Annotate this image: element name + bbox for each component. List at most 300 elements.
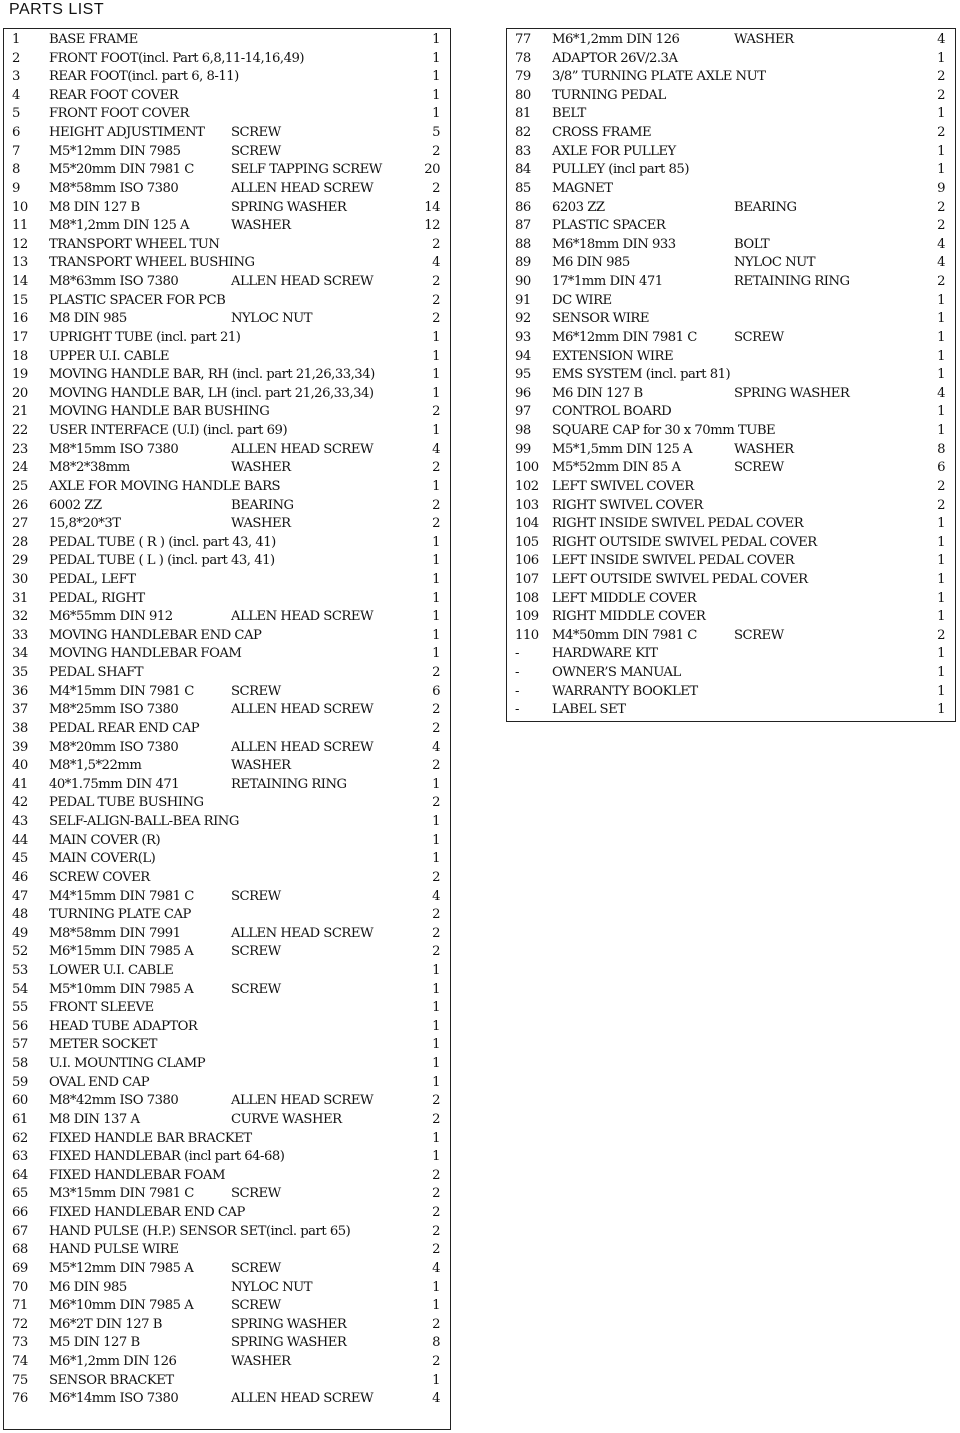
table-row [4,236,450,255]
table-row [4,1279,450,1298]
part-quantity: 2 [937,218,945,234]
part-quantity: 6 [937,460,945,476]
part-quantity: 1 [432,571,440,587]
part-description: U.I. MOUNTING CLAMP [49,1056,206,1072]
part-quantity: 2 [432,702,440,718]
part-type: ALLEN HEAD SCREW [231,441,374,457]
part-number: 70 [12,1279,28,1295]
part-number: 29 [12,553,28,569]
table-row [4,1185,450,1204]
part-number: 5 [12,106,20,122]
part-description: M8*1,5*22mm [49,758,142,774]
part-type: SCREW [231,1298,281,1314]
part-description: FIXED HANDLEBAR (incl part 64-68) [49,1149,285,1165]
part-description: M5*12mm DIN 7985 [49,143,181,159]
part-description: SQUARE CAP for 30 x 70mm TUBE [552,423,776,439]
table-row [507,385,955,404]
part-number: 44 [12,832,28,848]
part-description: MOVING HANDLEBAR END CAP [49,627,262,643]
table-row [4,832,450,851]
part-number: 78 [515,50,531,66]
part-number: 90 [515,274,531,290]
part-number: 66 [12,1205,28,1221]
part-quantity: 1 [937,143,945,159]
part-quantity: 2 [937,125,945,141]
table-row [4,161,450,180]
part-number: 86 [515,199,531,215]
part-number: 41 [12,776,28,792]
part-number: 87 [515,218,531,234]
part-type: WASHER [734,32,794,47]
table-row [4,683,450,702]
table-row [4,329,450,348]
part-description: UPPER U.I. CABLE [49,348,169,364]
part-description: FRONT FOOT COVER [49,106,189,122]
part-type: SCREW [734,627,784,643]
part-number: 25 [12,478,28,494]
part-number: 21 [12,404,28,420]
part-description: PEDAL TUBE ( R ) (incl. part 43, 41) [49,534,276,550]
part-number: 84 [515,162,531,178]
part-quantity: 1 [432,329,440,345]
part-description: UPRIGHT TUBE (incl. part 21) [49,329,241,345]
part-description: M6*12mm DIN 7981 C [552,329,697,345]
part-description: 17*1mm DIN 471 [552,274,663,290]
table-row [4,124,450,143]
table-row [4,850,450,869]
part-description: M5*10mm DIN 7985 A [49,981,194,997]
part-description: M6 DIN 127 B [552,385,643,401]
part-number: 58 [12,1056,28,1072]
table-row [507,497,955,516]
part-description: M5*52mm DIN 85 A [552,460,681,476]
part-number: 32 [12,609,28,625]
part-description: RIGHT MIDDLE COVER [552,609,706,625]
table-row [4,869,450,888]
part-number: 108 [515,590,539,606]
part-description: M8 DIN 137 A [49,1111,140,1127]
part-description: PEDAL REAR END CAP [49,720,200,736]
part-number: - [515,646,519,662]
table-row [507,683,955,702]
part-description: M8 DIN 985 [49,311,127,327]
part-quantity: 2 [432,758,440,774]
part-quantity: 1 [937,609,945,625]
part-description: HAND PULSE WIRE [49,1242,179,1258]
part-quantity: 2 [432,516,440,532]
part-description: M5*20mm DIN 7981 C [49,162,194,178]
part-type: WASHER [231,218,291,234]
part-description: M6*15mm DIN 7985 A [49,944,194,960]
table-row [4,199,450,218]
part-quantity: 2 [432,1167,440,1183]
table-row [507,348,955,367]
part-type: WASHER [231,758,291,774]
part-number: 12 [12,236,28,252]
part-quantity: 1 [937,590,945,606]
part-description: 40*1.75mm DIN 471 [49,776,180,792]
part-quantity: 1 [432,609,440,625]
part-description: PEDAL SHAFT [49,665,144,681]
part-quantity: 1 [937,367,945,383]
part-type: ALLEN HEAD SCREW [231,702,374,718]
part-type: ALLEN HEAD SCREW [231,609,374,625]
part-quantity: 1 [937,571,945,587]
part-description: M5 DIN 127 B [49,1335,140,1351]
table-row [4,645,450,664]
table-row [4,497,450,516]
part-number: 40 [12,758,28,774]
part-description: MAGNET [552,180,613,196]
table-row [507,422,955,441]
part-description: M8*42mm ISO 7380 [49,1093,179,1109]
part-number: 52 [12,944,28,960]
table-row [507,105,955,124]
part-quantity: 1 [432,963,440,978]
part-description: M6*55mm DIN 912 [49,609,173,625]
part-description: M3*15mm DIN 7981 C [49,1186,194,1202]
part-quantity: 2 [432,869,440,885]
part-number: 55 [12,1000,28,1016]
table-row [4,1353,450,1372]
part-description: CONTROL BOARD [552,404,672,420]
part-description: LOWER U.I. CABLE [49,963,174,978]
part-description: PLASTIC SPACER FOR PCB [49,292,226,308]
part-quantity: 1 [432,1037,440,1053]
part-quantity: 2 [432,236,440,252]
part-quantity: 1 [432,1000,440,1016]
part-quantity: 2 [432,1093,440,1109]
part-number: 18 [12,348,28,364]
part-number: 38 [12,720,28,736]
table-row [4,68,450,87]
part-type: CURVE WASHER [231,1111,342,1127]
part-quantity: 2 [432,143,440,159]
part-number: 96 [515,385,531,401]
part-number: 35 [12,665,28,681]
part-quantity: 1 [937,553,945,569]
table-row [507,441,955,460]
part-quantity: 4 [432,1391,440,1407]
table-row [4,590,450,609]
table-row [507,645,955,664]
table-row [4,1074,450,1093]
part-number: 80 [515,87,531,103]
part-quantity: 8 [432,1335,440,1351]
part-description: EXTENSION WIRE [552,348,674,364]
part-quantity: 1 [432,385,440,401]
part-quantity: 1 [432,1149,440,1165]
part-number: 69 [12,1260,28,1276]
part-number: 10 [12,199,28,215]
part-quantity: 2 [432,665,440,681]
part-number: 60 [12,1093,28,1109]
part-type: SPRING WASHER [231,1335,347,1351]
part-type: WASHER [231,516,291,532]
part-quantity: 1 [937,423,945,439]
part-number: 47 [12,888,28,904]
part-description: USER INTERFACE (U.I) (incl. part 69) [49,423,288,439]
part-number: 74 [12,1354,28,1370]
table-row [507,68,955,87]
table-row [4,1092,450,1111]
table-row [507,143,955,162]
part-type: SCREW [231,944,281,960]
part-number: 34 [12,646,28,662]
part-quantity: 4 [937,385,945,401]
part-quantity: 2 [937,69,945,85]
part-quantity: 1 [937,50,945,66]
part-description: HARDWARE KIT [552,646,658,662]
part-quantity: 1 [432,590,440,606]
part-number: 76 [12,1391,28,1407]
part-description: FRONT SLEEVE [49,1000,154,1016]
part-quantity: 1 [937,516,945,532]
part-number: 46 [12,869,28,885]
part-quantity: 2 [432,1316,440,1332]
part-quantity: 12 [424,218,440,234]
part-description: M6*10mm DIN 7985 A [49,1298,194,1314]
part-quantity: 1 [432,69,440,85]
part-type: SPRING WASHER [231,199,347,215]
table-row [4,534,450,553]
part-number: 61 [12,1111,28,1127]
part-description: M8 DIN 127 B [49,199,140,215]
part-description: PLASTIC SPACER [552,218,666,234]
part-quantity: 2 [937,87,945,103]
table-row [507,627,955,646]
part-description: MOVING HANDLE BAR, LH (incl. part 21,26,33,34) [49,385,374,401]
part-quantity: 1 [937,702,945,718]
part-description: M8*2*38mm [49,460,130,476]
table-row [507,161,955,180]
part-number: 16 [12,311,28,327]
part-description: PEDAL, RIGHT [49,590,145,606]
part-number: 105 [515,534,539,550]
table-row [4,1260,450,1279]
part-quantity: 4 [937,255,945,271]
part-number: 72 [12,1316,28,1332]
table-row [507,590,955,609]
part-description: M4*50mm DIN 7981 C [552,627,697,643]
part-type: SCREW [231,143,281,159]
part-quantity: 2 [937,497,945,513]
table-row [4,1167,450,1186]
part-quantity: 2 [432,1223,440,1239]
part-type: SPRING WASHER [734,385,850,401]
part-number: 97 [515,404,531,420]
part-type: SPRING WASHER [231,1316,347,1332]
part-description: MAIN COVER (R) [49,832,161,848]
part-description: AXLE FOR MOVING HANDLE BARS [49,478,281,494]
table-row [4,701,450,720]
part-description: LEFT INSIDE SWIVEL PEDAL COVER [552,553,795,569]
part-description: WARRANTY BOOKLET [552,683,698,699]
part-description: MAIN COVER(L) [49,851,156,867]
part-quantity: 1 [432,87,440,103]
part-description: M8*1,2mm DIN 125 A [49,218,190,234]
part-number: 3 [12,69,20,85]
part-description: 3/8” TURNING PLATE AXLE NUT [552,69,766,85]
part-number: 104 [515,516,539,532]
table-row [4,1055,450,1074]
part-description: TRANSPORT WHEEL BUSHING [49,255,255,271]
table-row [507,292,955,311]
table-row [507,254,955,273]
parts-table-right [506,28,956,722]
part-quantity: 1 [432,106,440,122]
part-quantity: 1 [432,478,440,494]
table-row [4,1148,450,1167]
part-number: 110 [515,627,539,643]
part-type: BEARING [734,199,797,215]
part-description: PEDAL, LEFT [49,571,136,587]
part-number: 83 [515,143,531,159]
part-number: 15 [12,292,28,308]
part-description: LEFT SWIVEL COVER [552,478,694,494]
part-type: SCREW [734,329,784,345]
part-type: WASHER [231,1354,291,1370]
part-number: 99 [515,441,531,457]
part-number: 13 [12,255,28,271]
part-description: 15,8*20*3T [49,516,121,532]
table-row [4,1111,450,1130]
table-row [507,31,955,50]
table-row [4,1130,450,1149]
table-row [507,552,955,571]
part-type: WASHER [734,441,794,457]
table-row [4,888,450,907]
part-quantity: 2 [937,274,945,290]
table-row [507,459,955,478]
part-number: 93 [515,329,531,345]
part-type: NYLOC NUT [231,1279,313,1295]
part-number: 49 [12,925,28,941]
part-description: M5*1,5mm DIN 125 A [552,441,693,457]
part-quantity: 4 [432,1260,440,1276]
table-row [4,1390,450,1409]
part-type: SCREW [231,683,281,699]
part-quantity: 1 [937,683,945,699]
table-row [4,180,450,199]
table-row [4,348,450,367]
table-row [507,608,955,627]
part-quantity: 2 [937,199,945,215]
part-description: CROSS FRAME [552,125,652,141]
table-row [4,273,450,292]
table-row [4,310,450,329]
part-quantity: 2 [937,627,945,643]
part-quantity: 1 [432,367,440,383]
part-number: 42 [12,795,28,811]
part-quantity: 1 [432,981,440,997]
part-description: M6*14mm ISO 7380 [49,1391,179,1407]
part-quantity: 2 [432,944,440,960]
part-description: PULLEY (incl part 85) [552,162,689,178]
part-type: ALLEN HEAD SCREW [231,1093,374,1109]
table-row [4,906,450,925]
part-type: ALLEN HEAD SCREW [231,274,374,290]
part-description: LEFT MIDDLE COVER [552,590,697,606]
part-description: M8*15mm ISO 7380 [49,441,179,457]
part-description: M6*2T DIN 127 B [49,1316,162,1332]
part-quantity: 14 [424,199,440,215]
table-row [507,310,955,329]
part-number: 43 [12,814,28,830]
part-description: M6 DIN 985 [49,1279,127,1295]
part-description: SELF-ALIGN-BALL-BEA RING [49,814,239,830]
part-description: RIGHT INSIDE SWIVEL PEDAL COVER [552,516,804,532]
part-number: 75 [12,1372,28,1388]
part-quantity: 8 [937,441,945,457]
part-description: OWNER’S MANUAL [552,665,681,681]
table-row [4,720,450,739]
part-quantity: 1 [937,329,945,345]
part-description: SCREW COVER [49,869,150,885]
part-quantity: 1 [937,162,945,178]
table-row [507,50,955,69]
part-description: PEDAL TUBE ( L ) (incl. part 43, 41) [49,553,275,569]
table-row [507,366,955,385]
table-row [4,1241,450,1260]
table-row [507,403,955,422]
part-quantity: 1 [432,627,440,643]
part-quantity: 1 [937,106,945,122]
table-row [507,273,955,292]
part-description: TRANSPORT WHEEL TUN [49,236,220,252]
table-row [507,478,955,497]
table-row [4,441,450,460]
part-number: 73 [12,1335,28,1351]
part-quantity: 1 [432,832,440,848]
part-quantity: 4 [937,32,945,47]
part-description: FIXED HANDLE BAR BRACKET [49,1130,252,1146]
part-quantity: 1 [937,534,945,550]
part-quantity: 6 [432,683,440,699]
part-number: 1 [12,32,20,47]
part-quantity: 1 [432,814,440,830]
part-quantity: 1 [432,646,440,662]
part-number: 30 [12,571,28,587]
part-quantity: 1 [432,776,440,792]
table-row [507,515,955,534]
part-description: M6*18mm DIN 933 [552,236,676,252]
part-description: M8*58mm ISO 7380 [49,180,179,196]
table-row [507,236,955,255]
part-type: NYLOC NUT [734,255,816,271]
table-row [507,664,955,683]
table-row [4,664,450,683]
part-number: 39 [12,739,28,755]
table-row [4,962,450,981]
table-row [4,143,450,162]
part-description: DC WIRE [552,292,612,308]
part-number: 94 [515,348,531,364]
part-number: 33 [12,627,28,643]
table-row [4,254,450,273]
table-row [4,943,450,962]
part-description: TURNING PEDAL [552,87,666,103]
part-quantity: 2 [937,478,945,494]
part-number: 91 [515,292,531,308]
part-description: M8*20mm ISO 7380 [49,739,179,755]
part-number: 88 [515,236,531,252]
part-quantity: 2 [432,1205,440,1221]
part-quantity: 1 [432,1056,440,1072]
part-number: 81 [515,106,531,122]
part-quantity: 9 [937,180,945,196]
part-number: 85 [515,180,531,196]
